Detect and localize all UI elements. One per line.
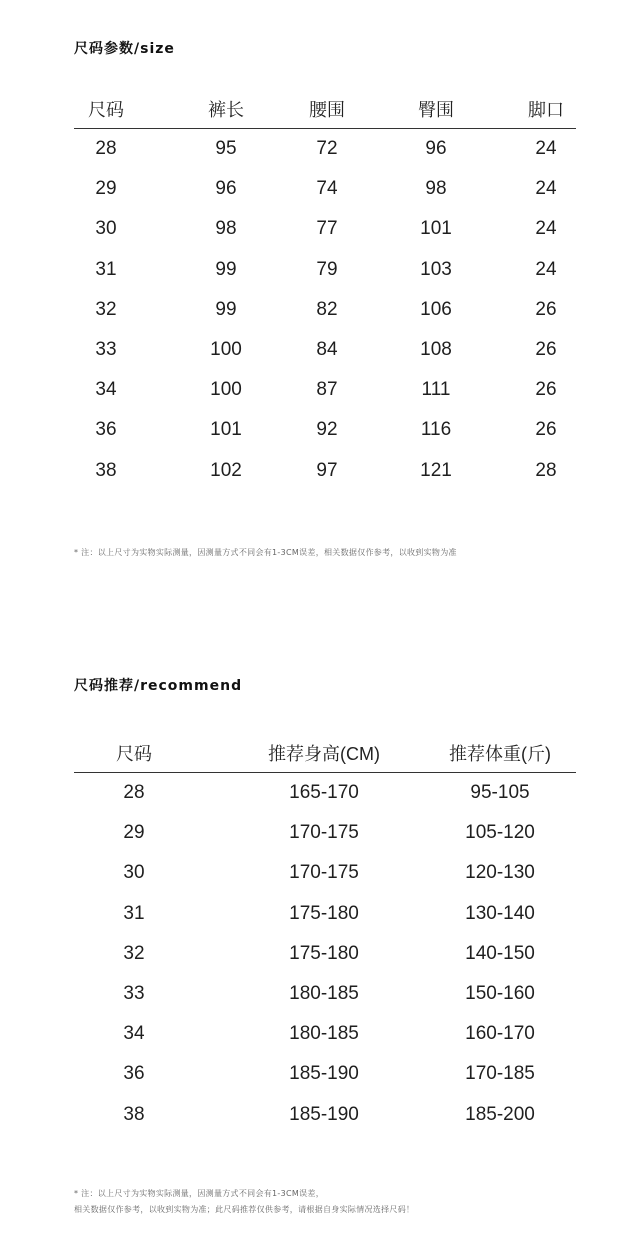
size-table-cell: 24 <box>535 178 557 200</box>
size-table-cell: 96 <box>215 178 237 200</box>
recommend-table-cell: 130-140 <box>465 902 535 924</box>
size-table-cell: 31 <box>95 258 117 280</box>
recommend-table-row <box>74 853 576 893</box>
recommend-table-cell: 185-190 <box>289 1063 359 1085</box>
recommend-table-cell: 160-170 <box>465 1023 535 1045</box>
size-table-cell: 103 <box>420 258 452 280</box>
size-table-header <box>74 90 576 129</box>
recommend-table-cell: 185-200 <box>465 1103 535 1125</box>
size-table-cell: 92 <box>316 419 338 441</box>
recommend-table-cell: 180-185 <box>289 982 359 1004</box>
recommend-table-cell: 29 <box>123 822 145 844</box>
size-table-cell: 96 <box>425 138 447 159</box>
recommend-table-cell: 175-180 <box>289 902 359 924</box>
size-table-cell: 100 <box>210 338 242 360</box>
size-table-header-cell: 腰围 <box>309 100 345 120</box>
recommend-table-body <box>74 773 576 1135</box>
recommend-table-cell: 105-120 <box>465 822 535 844</box>
recommend-table-cell: 32 <box>123 942 145 964</box>
size-table-cell: 98 <box>425 178 447 200</box>
size-table-body <box>74 129 576 491</box>
recommend-table-row <box>74 1054 576 1094</box>
size-table-cell: 84 <box>316 338 338 360</box>
size-table-cell: 106 <box>420 298 452 320</box>
size-table-cell: 74 <box>316 178 338 200</box>
size-table-header-cell: 臀围 <box>418 100 454 120</box>
recommend-table-header-cell: 推荐体重(斤) <box>449 744 551 764</box>
size-table-cell: 24 <box>535 218 557 240</box>
size-table-row <box>74 410 576 450</box>
recommend-table-cell: 170-175 <box>289 822 359 844</box>
recommend-table-cell: 95-105 <box>470 782 530 803</box>
recommend-table-row <box>74 894 576 934</box>
recommend-table-header-cell: 推荐身高(CM) <box>268 744 380 764</box>
recommend-table-cell: 175-180 <box>289 942 359 964</box>
size-table-cell: 111 <box>421 379 451 401</box>
recommend-note-line-2: 相关数据仅作参考，以收到实物为准；此尺码推荐仅供参考，请根据自身实际情况选择尺码！ <box>74 1205 415 1214</box>
size-table-row <box>74 169 576 209</box>
size-table-cell: 24 <box>535 258 557 280</box>
size-table-cell: 102 <box>210 459 242 481</box>
recommend-note <box>74 1186 414 1218</box>
size-table-row <box>74 370 576 410</box>
recommend-table-cell: 28 <box>123 782 145 803</box>
size-table-cell: 101 <box>420 218 452 240</box>
size-note: * 注：以上尺寸为实物实际测量，因测量方式不同会有1-3CM误差，相关数据仅作参考，以收到实物为准 <box>74 548 457 557</box>
size-table-cell: 87 <box>316 379 338 401</box>
recommend-table-cell: 185-190 <box>289 1103 359 1125</box>
size-table-cell: 116 <box>420 419 452 441</box>
recommend-table-cell: 180-185 <box>289 1023 359 1045</box>
size-table-cell: 28 <box>535 459 557 481</box>
size-table-cell: 77 <box>316 218 338 240</box>
size-table-cell: 29 <box>95 178 117 200</box>
recommend-table-header-cell: 尺码 <box>116 744 152 764</box>
size-table-header-cell: 裤长 <box>208 100 244 120</box>
recommend-table-row <box>74 813 576 853</box>
size-table-cell: 26 <box>535 419 557 441</box>
size-table-cell: 34 <box>95 379 117 401</box>
recommend-note-line-1: * 注：以上尺寸为实物实际测量，因测量方式不同会有1-3CM误差， <box>74 1189 324 1198</box>
size-table-row <box>74 330 576 370</box>
size-table-cell: 30 <box>95 218 117 240</box>
recommend-table-cell: 34 <box>123 1023 145 1045</box>
size-table-row <box>74 451 576 491</box>
size-table-cell: 101 <box>210 419 242 441</box>
recommend-table <box>74 734 576 1135</box>
size-table-cell: 28 <box>95 138 117 159</box>
size-table-cell: 36 <box>95 419 117 441</box>
recommend-table-cell: 165-170 <box>289 782 359 803</box>
size-table-row <box>74 209 576 249</box>
size-table-row <box>74 129 576 169</box>
size-table-cell: 38 <box>95 459 117 481</box>
size-table <box>74 90 576 491</box>
recommend-table-row <box>74 1014 576 1054</box>
size-table-header-cell: 脚口 <box>528 100 564 120</box>
recommend-table-cell: 170-185 <box>465 1063 535 1085</box>
recommend-table-cell: 150-160 <box>465 982 535 1004</box>
size-table-cell: 97 <box>316 459 338 481</box>
recommend-section-title: 尺码推荐/recommend <box>74 678 243 694</box>
size-table-cell: 99 <box>215 258 237 280</box>
recommend-table-cell: 30 <box>123 862 145 884</box>
size-table-cell: 32 <box>95 298 117 320</box>
size-table-cell: 108 <box>420 338 452 360</box>
size-table-header-cell: 尺码 <box>88 100 124 120</box>
size-table-cell: 95 <box>215 138 237 159</box>
size-table-cell: 33 <box>95 338 117 360</box>
size-table-cell: 72 <box>316 138 338 159</box>
recommend-table-row <box>74 1095 576 1135</box>
size-table-cell: 99 <box>215 298 237 320</box>
recommend-table-cell: 38 <box>123 1103 145 1125</box>
recommend-table-row <box>74 974 576 1014</box>
recommend-table-cell: 31 <box>123 902 145 924</box>
size-table-cell: 82 <box>316 298 338 320</box>
recommend-table-cell: 170-175 <box>289 862 359 884</box>
size-table-cell: 24 <box>535 138 557 159</box>
size-table-cell: 121 <box>420 459 452 481</box>
recommend-table-cell: 36 <box>123 1063 145 1085</box>
recommend-table-row <box>74 773 576 813</box>
size-section-title: 尺码参数/size <box>74 41 175 57</box>
size-table-cell: 26 <box>535 379 557 401</box>
recommend-table-header <box>74 734 576 773</box>
size-table-cell: 26 <box>535 338 557 360</box>
size-table-cell: 26 <box>535 298 557 320</box>
recommend-table-row <box>74 934 576 974</box>
size-table-cell: 100 <box>210 379 242 401</box>
size-table-cell: 79 <box>316 258 338 280</box>
recommend-table-cell: 120-130 <box>465 862 535 884</box>
size-table-cell: 98 <box>215 218 237 240</box>
recommend-table-cell: 33 <box>123 982 145 1004</box>
size-table-row <box>74 250 576 290</box>
recommend-table-cell: 140-150 <box>465 942 535 964</box>
size-table-row <box>74 290 576 330</box>
